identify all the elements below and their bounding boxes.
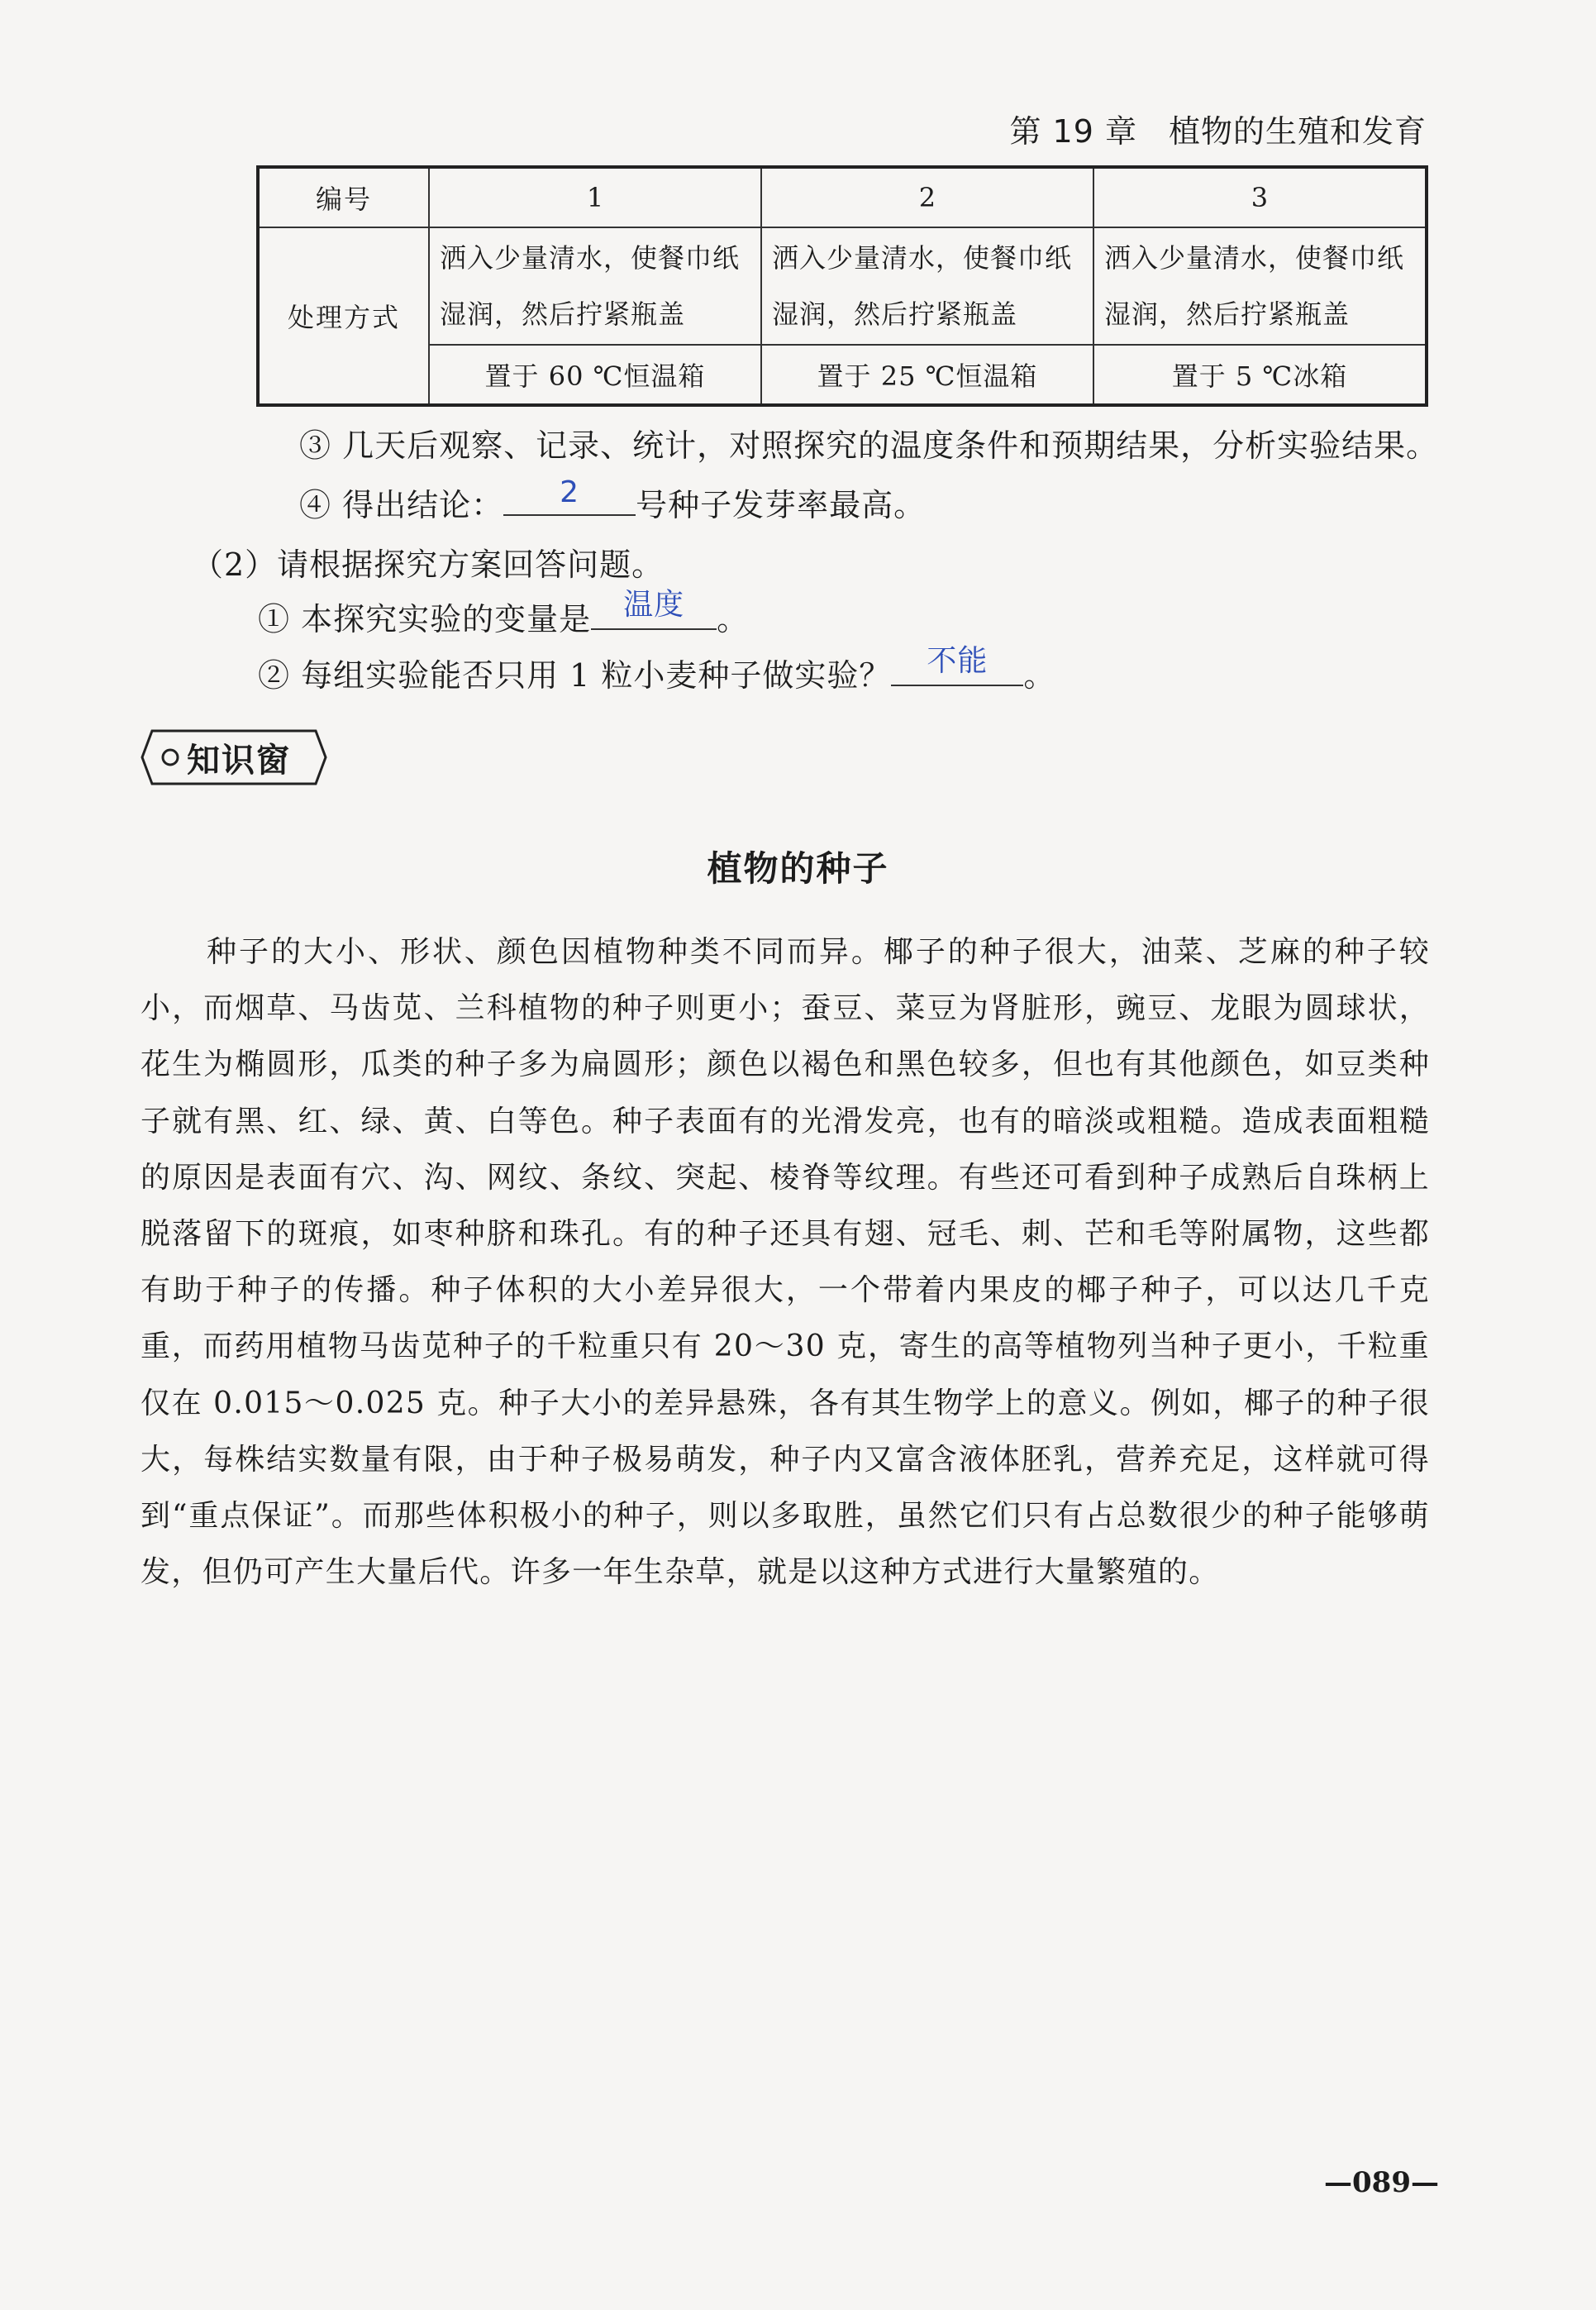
table-cell-number-2: 2 [761, 167, 1093, 227]
running-header [1009, 106, 1427, 151]
circle-icon [163, 750, 178, 765]
table-row [258, 345, 1427, 405]
table-cell-place-1: 置于 60 ℃恒温箱 [429, 345, 761, 405]
sub2-prefix: ② 每组实验能否只用 1 粒小麦种子做实验？ [258, 657, 892, 694]
sub2-suffix: 。 [1023, 657, 1056, 694]
table-cell-water-2: 洒入少量清水，使餐巾纸 湿润，然后拧紧瓶盖 [761, 227, 1093, 345]
sub2-answer: 不能 [927, 644, 989, 678]
step-4-blank[interactable] [503, 475, 636, 516]
page-number: —089— [1324, 2166, 1439, 2199]
question-2-sub1 [258, 588, 750, 639]
step-4-prefix: ④ 得出结论： [299, 487, 504, 523]
table-cell-number-3: 3 [1093, 167, 1427, 227]
table-cell-number-1: 1 [429, 167, 761, 227]
experiment-table [256, 165, 1428, 407]
sub1-prefix: ① 本探究实验的变量是 [258, 601, 592, 637]
table-cell-place-3: 置于 5 ℃冰箱 [1093, 345, 1427, 405]
chapter-number: 第 19 章 [1009, 113, 1137, 150]
table-row [258, 167, 1427, 227]
knowledge-paragraph: 种子的大小、形状、颜色因植物种类不同而异。椰子的种子很大，油菜、芝麻的种子较小，而烟草、马齿苋、兰科植物的种子则更小；蚕豆、菜豆为肾脏形，豌豆、龙眼为圆球状，花生为椭圆形，瓜类的种子多为扁圆形；颜色以褐色和黑色较多，但也有其他颜色，如豆类种子就有黑、红、绿、黄、白等色。种子表面有的光滑发亮，也有的暗淡或粗糙。造成表面粗糙的原因是表面有穴、沟、网纹、条纹、突起、棱脊等纹理。有些还可看到种子成熟后自珠柄上脱落留下的斑痕，如枣种脐和珠孔。有的种子还具有翅、冠毛、刺、芒和毛等附属物，这些都有助于种子的传播。种子体积的大小差异很大，一个带着内果皮的椰子种子，可以达几千克重，而药用植物马齿苋种子的千粒重只有 20～30 克，寄生的高等植物列当种子更小，千粒重仅在 0.015～0.025 克。种子大小的差异悬殊，各有其生物学上的意义。例如，椰子的种子很大，每株结实数量有限，由于种子极易萌发，种子内又富含液体胚乳，营养充足，这样就可得到“重点保证”。而那些体积极小的种子，则以多取胜，虽然它们只有占总数很少的种子能够萌发，但仍可产生大量后代。许多一年生杂草，就是以这种方式进行大量繁殖的。 [141, 935, 1430, 1590]
sub1-suffix: 。 [717, 601, 750, 637]
step-4-answer: 2 [560, 475, 580, 509]
table-header-treatment: 处理方式 [258, 227, 429, 405]
table-cell-water-3: 洒入少量清水，使餐巾纸 湿润，然后拧紧瓶盖 [1093, 227, 1427, 345]
question-2-heading: （2）请根据探究方案回答问题。 [192, 546, 665, 583]
chapter-title: 植物的生殖和发育 [1168, 113, 1427, 150]
table-header-number: 编号 [258, 167, 429, 227]
sub1-answer: 温度 [623, 588, 685, 622]
sub2-blank[interactable] [891, 644, 1023, 686]
step-4-suffix: 号种子发芽率最高。 [636, 487, 927, 523]
sub1-blank[interactable] [591, 588, 717, 630]
step-3-text: ③ 几天后观察、记录、统计，对照探究的温度条件和预期结果，分析实验结果。 [299, 427, 1439, 464]
table-cell-water-1: 洒入少量清水，使餐巾纸 湿润，然后拧紧瓶盖 [429, 227, 761, 345]
badge-label: 知识窗 [187, 742, 291, 780]
table-cell-place-2: 置于 25 ℃恒温箱 [761, 345, 1093, 405]
section-title: 植物的种子 [707, 848, 889, 889]
table-row [258, 227, 1427, 345]
question-2-sub2 [258, 644, 1056, 695]
knowledge-window-badge [141, 729, 327, 785]
step-4-line [299, 475, 927, 525]
